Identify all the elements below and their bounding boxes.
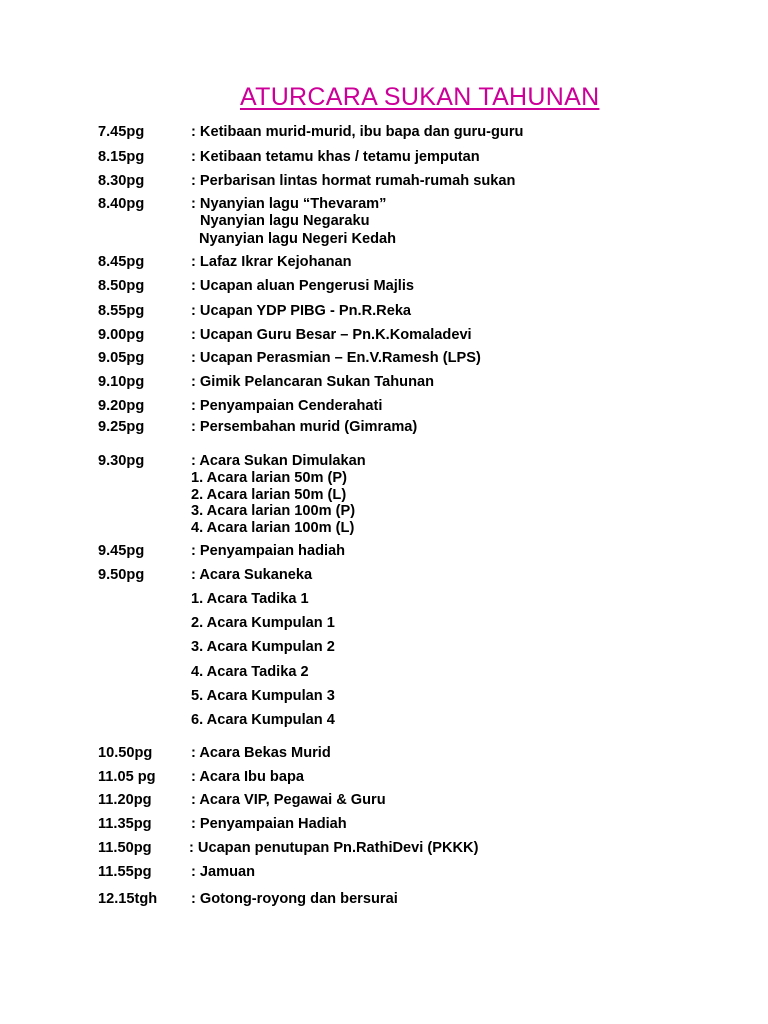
schedule-desc: : Penyampaian Cenderahati — [191, 398, 383, 414]
schedule-subitem: 6. Acara Kumpulan 4 — [191, 712, 335, 728]
schedule-time: 9.50pg — [98, 567, 145, 583]
schedule-time: 11.20pg — [98, 792, 152, 808]
schedule-desc: : Ucapan Perasmian – En.V.Ramesh (LPS) — [191, 350, 481, 366]
schedule-desc: : Gimik Pelancaran Sukan Tahunan — [191, 374, 435, 390]
schedule-time: 9.00pg — [98, 327, 145, 343]
schedule-subitem: Nyanyian lagu Negaraku — [200, 213, 370, 229]
schedule-desc: : Ucapan aluan Pengerusi Majlis — [191, 278, 415, 294]
schedule-subitem: 3. Acara larian 100m (P) — [191, 503, 356, 519]
schedule-desc: : Acara Sukaneka — [191, 567, 313, 583]
schedule-time: 9.30pg — [98, 453, 145, 469]
schedule-time: 8.45pg — [98, 254, 145, 270]
schedule-subitem: 3. Acara Kumpulan 2 — [191, 639, 335, 655]
schedule-desc: : Nyanyian lagu “Thevaram” — [191, 196, 387, 212]
schedule-time: 11.50pg — [98, 840, 152, 856]
schedule-subitem: 4. Acara Tadika 2 — [191, 664, 309, 680]
schedule-desc: : Penyampaian hadiah — [191, 543, 346, 559]
schedule-desc: : Acara Bekas Murid — [191, 745, 331, 761]
schedule-subitem: 4. Acara larian 100m (L) — [191, 520, 355, 536]
schedule-time: 7.45pg — [98, 124, 145, 140]
schedule-subitem: Nyanyian lagu Negeri Kedah — [199, 231, 397, 247]
schedule-time: 9.45pg — [98, 543, 145, 559]
schedule-time: 9.20pg — [98, 398, 145, 414]
schedule-time: 11.35pg — [98, 816, 152, 832]
schedule-time: 9.10pg — [98, 374, 145, 390]
schedule-time: 8.15pg — [98, 149, 145, 165]
schedule-subitem: 2. Acara Kumpulan 1 — [191, 615, 335, 631]
schedule-desc: : Gotong-royong dan bersurai — [191, 891, 398, 907]
schedule-time: 8.55pg — [98, 303, 145, 319]
schedule-desc: : Persembahan murid (Gimrama) — [191, 419, 418, 435]
schedule-desc: : Ucapan penutupan Pn.RathiDevi (PKKK) — [189, 840, 479, 856]
schedule-desc: : Acara VIP, Pegawai & Guru — [191, 792, 386, 808]
schedule-desc: : Perbarisan lintas hormat rumah-rumah sukan — [191, 173, 516, 189]
schedule-desc: : Ucapan YDP PIBG - Pn.R.Reka — [191, 303, 412, 319]
schedule-desc: : Jamuan — [191, 864, 256, 880]
schedule-subitem: 1. Acara larian 50m (P) — [191, 470, 348, 486]
schedule-time: 10.50pg — [98, 745, 153, 761]
schedule-desc: : Ucapan Guru Besar – Pn.K.Komaladevi — [191, 327, 472, 343]
schedule-subitem: 5. Acara Kumpulan 3 — [191, 688, 335, 704]
schedule-time: 8.50pg — [98, 278, 145, 294]
schedule-subitem: 1. Acara Tadika 1 — [191, 591, 309, 607]
page-title: ATURCARA SUKAN TAHUNAN — [240, 83, 600, 111]
schedule-desc: : Lafaz Ikrar Kejohanan — [191, 254, 352, 270]
schedule-time: 8.40pg — [98, 196, 145, 212]
schedule-desc: : Ketibaan murid-murid, ibu bapa dan guru-guru — [191, 124, 524, 140]
schedule-subitem: 2. Acara larian 50m (L) — [191, 487, 347, 503]
schedule-time: 11.55pg — [98, 864, 152, 880]
schedule-desc: : Acara Sukan Dimulakan — [191, 453, 366, 469]
schedule-desc: : Ketibaan tetamu khas / tetamu jemputan — [191, 149, 480, 165]
schedule-time: 8.30pg — [98, 173, 145, 189]
schedule-time: 11.05 pg — [98, 769, 156, 785]
schedule-desc: : Acara Ibu bapa — [191, 769, 304, 785]
schedule-time: 12.15tgh — [98, 891, 158, 907]
schedule-time: 9.05pg — [98, 350, 145, 366]
schedule-time: 9.25pg — [98, 419, 145, 435]
schedule-desc: : Penyampaian Hadiah — [191, 816, 347, 832]
